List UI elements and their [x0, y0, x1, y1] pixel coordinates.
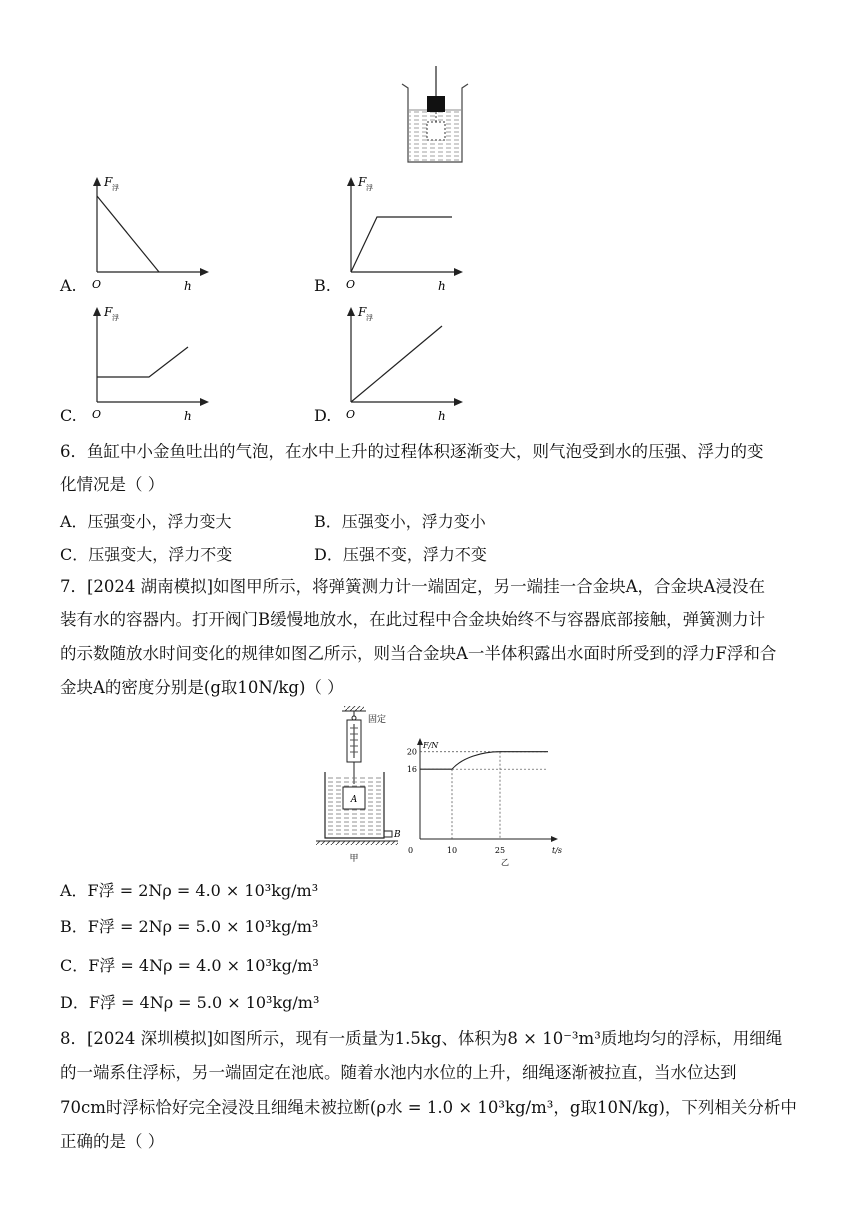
graph-d: [340, 302, 480, 426]
q7-force-time-chart: [405, 734, 565, 866]
q7-stem-line2: 装有水的容器内。打开阀门B缓慢地放水，在此过程中合金块始终不与容器底部接触，弹簧测力计: [60, 610, 766, 629]
chart-x-arrow: [551, 836, 558, 842]
x-axis-label: h: [438, 279, 446, 293]
q7-option-d[interactable]: D．F浮 = 4Nρ = 5.0 × 10³kg/m³: [60, 993, 320, 1012]
y-axis-arrow: [347, 177, 355, 186]
graph-b: [340, 172, 480, 296]
x-axis-arrow: [454, 268, 463, 276]
x-axis-label: h: [184, 409, 192, 423]
y-axis-sub: 浮: [112, 184, 119, 192]
q7-stem-line1: 7．[2024 湖南模拟]如图甲所示，将弹簧测力计一端固定，另一端挂一合金块A，合金块A浸没在: [60, 577, 765, 596]
origin-label: O: [92, 408, 102, 421]
origin-label: O: [92, 278, 102, 291]
graph-a: [86, 172, 226, 296]
graph-curve: [97, 196, 159, 272]
y-axis-label: F: [358, 175, 367, 189]
graph-curve: [351, 326, 442, 402]
x-axis-arrow: [200, 398, 209, 406]
y-axis-arrow: [93, 177, 101, 186]
q7-right-caption: 乙: [501, 858, 509, 866]
q7-stem-line4: 金块A的密度分别是(g取10N/kg)（ ）: [60, 678, 344, 697]
q8-stem-line3: 70cm时浮标恰好完全浸没且细绳未被拉断(ρ水 = 1.0 × 10³kg/m³，g取10N/kg)，下列相关分析中: [60, 1098, 797, 1117]
y-axis-sub: 浮: [366, 184, 373, 192]
x-axis-arrow: [200, 268, 209, 276]
q7-left-caption: 甲: [349, 854, 359, 864]
q6-option-c[interactable]: C．压强变大，浮力不变: [60, 545, 233, 564]
q7-apparatus-figure: [312, 704, 402, 864]
beaker-figure: [398, 66, 470, 166]
y-axis-sub: 浮: [366, 314, 373, 322]
q7-block-label: A: [350, 795, 358, 805]
x-axis-label: h: [184, 279, 192, 293]
q6-option-a[interactable]: A．压强变小，浮力变大: [60, 512, 232, 531]
graph-curve: [97, 347, 188, 377]
graph-option-a[interactable]: A.: [60, 276, 77, 295]
chart-series-line: [420, 752, 548, 769]
q6-option-d[interactable]: D．压强不变，浮力不变: [314, 545, 487, 564]
q6-stem-line2: 化情况是（ ）: [60, 475, 165, 494]
y-axis-label: F: [104, 175, 113, 189]
q6-stem-line1: 6．鱼缸中小金鱼吐出的气泡，在水中上升的过程体积逐渐变大，则气泡受到水的压强、浮力的变: [60, 442, 764, 461]
q8-stem-line2: 的一端系住浮标，另一端固定在池底。随着水池内水位的上升，细绳逐渐被拉直，当水位达到: [60, 1063, 737, 1082]
y-axis-sub: 浮: [112, 314, 119, 322]
q7-option-c[interactable]: C．F浮 = 4Nρ = 4.0 × 10³kg/m³: [60, 956, 319, 975]
chart-y-label: F/N: [423, 741, 439, 750]
q7-stem-line3: 的示数随放水时间变化的规律如图乙所示，则当合金块A一半体积露出水面时所受到的浮力F浮和合: [60, 644, 777, 663]
q7-option-a[interactable]: A．F浮 = 2Nρ = 4.0 × 10³kg/m³: [60, 881, 319, 900]
q7-option-b[interactable]: B．F浮 = 2Nρ = 5.0 × 10³kg/m³: [60, 917, 319, 936]
y-axis-label: F: [358, 305, 367, 319]
q7-fixed-label: 固定: [368, 715, 387, 725]
q6-option-b[interactable]: B．压强变小，浮力变小: [314, 512, 486, 531]
graph-curve: [351, 217, 452, 272]
q8-stem-line4: 正确的是（ ）: [60, 1132, 165, 1151]
y-axis-arrow: [347, 307, 355, 316]
graph-option-c[interactable]: C.: [60, 406, 77, 425]
q7-valve-label: B: [394, 830, 401, 840]
y-axis-label: F: [104, 305, 113, 319]
origin-label: O: [346, 408, 356, 421]
chart-origin: 0: [408, 846, 414, 855]
x-axis-label: h: [438, 409, 446, 423]
graph-option-b[interactable]: B.: [314, 276, 331, 295]
origin-label: O: [346, 278, 356, 291]
chart-x-tick-label: 10: [446, 846, 458, 855]
chart-y-tick-label: 20: [406, 747, 417, 757]
graph-c: [86, 302, 226, 426]
chart-x-tick-label: 25: [494, 846, 506, 855]
chart-y-tick-label: 16: [406, 765, 417, 775]
chart-x-label: t/s: [552, 846, 563, 855]
q8-stem-line1: 8．[2024 深圳模拟]如图所示，现有一质量为1.5kg、体积为8 × 10⁻³m³质地均匀的浮标，用细绳: [60, 1029, 783, 1048]
graph-option-d[interactable]: D.: [314, 406, 332, 425]
x-axis-arrow: [454, 398, 463, 406]
y-axis-arrow: [93, 307, 101, 316]
